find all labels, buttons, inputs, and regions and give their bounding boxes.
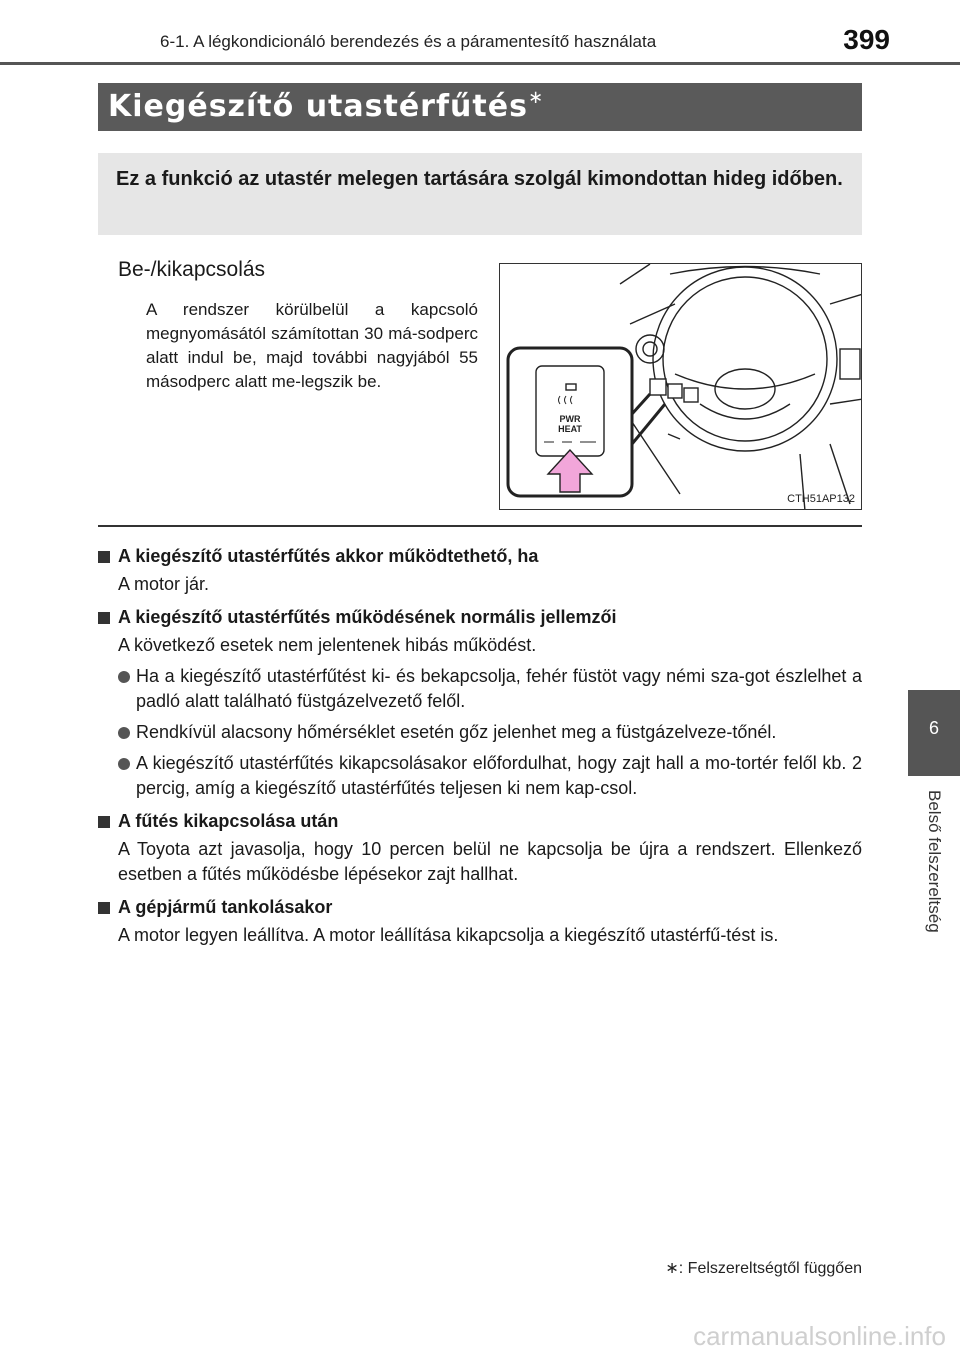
note-text: A következő esetek nem jelentenek hibás működést.	[118, 635, 537, 655]
steering-wheel-inner	[663, 277, 827, 441]
chapter-label: Belső felszereltség	[925, 790, 944, 933]
section-divider	[98, 525, 862, 527]
intro-box: Ez a funkció az utastér melegen tartására szolgál kimondottan hideg időben.	[98, 153, 862, 235]
figure-code: CTH51AP132	[787, 493, 855, 505]
notes-section	[98, 544, 862, 948]
note-heading: A kiegészítő utastérfűtés működésének normális jellemzői	[98, 605, 862, 630]
note-text: A Toyota azt javasolja, hogy 10 percen belül ne kapcsolja be újra a rendszert. Ellenkező esetben a fűtés működésbe lépésekor zajt hallhat.	[118, 839, 862, 884]
header-rule	[0, 62, 960, 65]
square-bullet-icon	[98, 551, 110, 563]
note-text: A motor jár.	[118, 574, 210, 594]
switch-label-pwr: PWR	[559, 414, 581, 424]
switch-1	[650, 379, 666, 395]
dashboard-figure	[499, 263, 862, 510]
circle-bullet-icon	[118, 671, 130, 683]
square-bullet-icon	[98, 902, 110, 914]
onoff-heading: Be-/kikapcsolás	[118, 258, 266, 281]
vent-left	[636, 335, 664, 363]
onoff-text: A rendszer körülbelül a kapcsoló megnyomásától számítottan 30 má-sodperc alatt indul be, majd további nagyjából 55 másodperc alatt me-legszik be.	[146, 300, 478, 391]
switch-indicator	[566, 384, 576, 390]
note-text: A motor legyen leállítva. A motor leállítása kikapcsolja a kiegészítő utastérfű-tést is.	[118, 925, 779, 945]
page-number: 399	[843, 24, 890, 55]
switch-3	[684, 388, 698, 402]
footnote-mark: ∗	[665, 1260, 679, 1277]
steering-wheel-rim	[653, 267, 837, 451]
square-bullet-icon	[98, 612, 110, 624]
circle-bullet-icon	[118, 758, 130, 770]
list-item: A kiegészítő utastérfűtés kikapcsolásakor előfordulhat, hogy zajt hall a mo-tortér felől kb. 2 percig, amíg a kiegészítő utastérfűtés teljesen ki nem kap-csol.	[98, 751, 862, 801]
header-section-title: 6-1. A légkondicionáló berendezés és a páramentesítő használata	[160, 32, 657, 51]
footnote	[665, 1258, 862, 1278]
footnote-text: : Felszereltségtől függően	[678, 1260, 862, 1277]
switch-2	[668, 384, 682, 398]
note-heading: A fűtés kikapcsolása után	[98, 809, 862, 834]
dashboard-illustration	[500, 264, 862, 510]
section-title: Kiegészítő utastérfűtés	[108, 89, 528, 124]
title-footnote-mark: ∗	[527, 87, 545, 108]
circle-bullet-icon	[118, 727, 130, 739]
section-title-bar	[98, 83, 862, 131]
list-item: Ha a kiegészítő utastérfűtést ki- és bekapcsolja, fehér füstöt vagy némi sza-got észlelhet a padló alatt található füstgázelvezető felől.	[98, 664, 862, 714]
list-item: Rendkívül alacsony hőmérséklet esetén gőz jelenhet meg a füstgázelveze-tőnél.	[98, 720, 862, 745]
watermark: carmanualsonline.info	[693, 1321, 946, 1351]
square-bullet-icon	[98, 816, 110, 828]
vent-right	[840, 349, 860, 379]
note-heading: A gépjármű tankolásakor	[98, 895, 862, 920]
switch-label-heat: HEAT	[558, 424, 582, 434]
chapter-number: 6	[928, 718, 939, 738]
note-heading: A kiegészítő utastérfűtés akkor működtethető, ha	[98, 544, 862, 569]
